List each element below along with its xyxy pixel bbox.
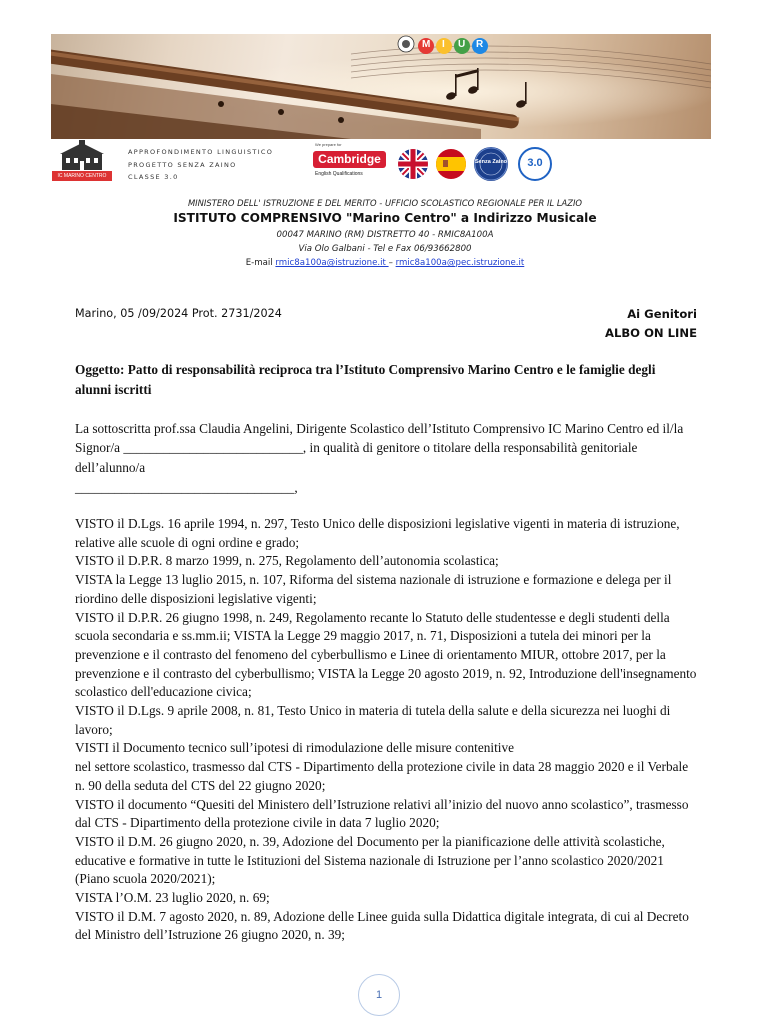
header-banner [51,34,711,139]
project-line: PROGETTO SENZA ZAINO [128,160,237,169]
logo-letter: M [422,39,431,50]
legal-reference: VISTO il D.M. 26 giugno 2020, n. 39, Adozione del Documento per la pianificazione delle attività scolastiche, educative e formative in tutte le Istituzioni del Sistema nazionale di Istruzione per l’anno scolastico 2020/2021 (Piano scuola 2020/2021); [75,833,665,887]
subject-line: Oggetto: Patto di responsabilità reciproca tra l’Istituto Comprensivo Marino Centro e le famiglie degli alunni iscritti [75,362,656,397]
cambridge-subtitle: English Qualifications [315,171,363,177]
email-separator: – [388,258,396,268]
cambridge-tagline: We prepare for [315,142,342,147]
school-logo [52,140,112,185]
legal-reference: VISTO il D.Lgs. 9 aprile 2008, n. 81, Testo Unico in materia di tutela della salute e della sicurezza nei luoghi di lavoro; [75,703,671,737]
recipient-albo: ALBO ON LINE [604,326,697,340]
legal-reference: nel settore scolastico, trasmesso dal CTS - Dipartimento della protezione civile in data 28 maggio 2020 e il Verbale n. 90 della seduta del CTS del 22 giugno 2020; [75,759,689,793]
school-logo-label: IC MARINO CENTRO [52,171,112,181]
classe-3-0-label: 3.0 [527,157,543,169]
address-line-1: 00047 MARINO (RM) DISTRETTO 40 - RMIC8A100A [276,230,494,240]
address-line-2: Via Olo Galbani - Tel e Fax 06/93662800 [298,244,472,254]
institute-name: ISTITUTO COMPRENSIVO "Marino Centro" a Indirizzo Musicale [173,211,597,225]
place-date-protocol: Marino, 05 /09/2024 Prot. 2731/2024 [75,307,282,320]
intro-paragraph: La sottoscritta prof.ssa Claudia Angelini, Dirigente Scolastico dell’Istituto Comprensivo IC Marino Centro ed il/la Signor/a ___________________________, in qualità di genitore o titolare della responsabilità genitoriale dell’alunno/a [75,421,684,475]
student-name-blank: _________________________________, [75,480,298,495]
legal-reference: VISTI il Documento tecnico sull’ipotesi di rimodulazione delle misure contenitive [75,740,515,756]
project-lines [128,146,273,196]
banner-illustration [51,34,711,139]
email-link-istruzione[interactable]: rmic8a100a@istruzione.it [275,258,389,268]
senza-zaino-label: Senza Zaino [474,159,508,165]
email-link-pec[interactable]: rmic8a100a@pec.istruzione.it [395,258,525,268]
classe-3-0-badge [518,147,552,181]
cambridge-logo [313,142,388,182]
school-building-icon [52,140,112,172]
legal-reference: VISTA la Legge 13 luglio 2015, n. 107, Riforma del sistema nazionale di istruzione e formazione e delega per il riordino delle disposizioni legislative vigenti; [75,572,672,606]
logo-letter: R [476,39,484,50]
logo-letter: I [442,39,445,50]
ministry-line: MINISTERO DELL' ISTRUZIONE E DEL MERITO - UFFICIO SCOLASTICO REGIONALE PER IL LAZIO [187,198,583,208]
legal-reference: VISTA l’O.M. 23 luglio 2020, n. 69; [75,890,270,906]
legal-reference: VISTO il D.M. 7 agosto 2020, n. 89, Adozione delle Linee guida sulla Didattica digitale integrata, di cui al Decreto del Ministro dell’Istruzione 26 giugno 2020, n. 39; [75,908,689,943]
project-line: APPROFONDIMENTO LINGUISTICO [128,148,274,156]
legal-reference: VISTO il D.P.R. 8 marzo 1999, n. 275, Regolamento dell’autonomia scolastica; [75,553,499,569]
email-line [0,258,770,268]
cambridge-label: Cambridge [313,151,386,168]
legal-references [75,515,700,945]
logo-letter: U [458,39,466,50]
recipient-parents: Ai Genitori [627,307,697,321]
uk-flag-icon [398,149,428,179]
senza-zaino-badge [474,147,508,181]
project-line: CLASSE 3.0 [128,173,179,181]
spain-flag-icon [436,149,466,179]
legal-reference: VISTO il documento “Quesiti del Ministero dell’Istruzione relativi all’inizio del nuovo anno scolastico”, trasmesso dal CTS - Dipartimento della protezione civile in data 7 luglio 2020; [75,796,689,831]
legal-reference: VISTO il D.Lgs. 16 aprile 1994, n. 297, Testo Unico delle disposizioni legislative vigenti in materia di istruzione, relative alle scuole di ogni ordine e grado; [75,516,680,550]
email-prefix: E-mail [245,258,276,268]
legal-reference: VISTO il D.P.R. 26 giugno 1998, n. 249, Regolamento recante lo Statuto delle studentesse e degli studenti della scuola secondaria e ss.mm.ii; VISTA la Legge 29 maggio 2017, n. 71, Disposizioni a tutela dei minori per la prevenzione e il contrasto del fenomeno del cyberbullismo e Linee di orientamento MIUR, ottobre 2017, per la prevenzione e il contrasto del cyberbullismo; VISTA la Legge 20 agosto 2019, n. 92, Introduzione dell'insegnamento scolastico dell'educazione civica; [75,609,697,700]
page-number: 1 [358,974,400,1016]
